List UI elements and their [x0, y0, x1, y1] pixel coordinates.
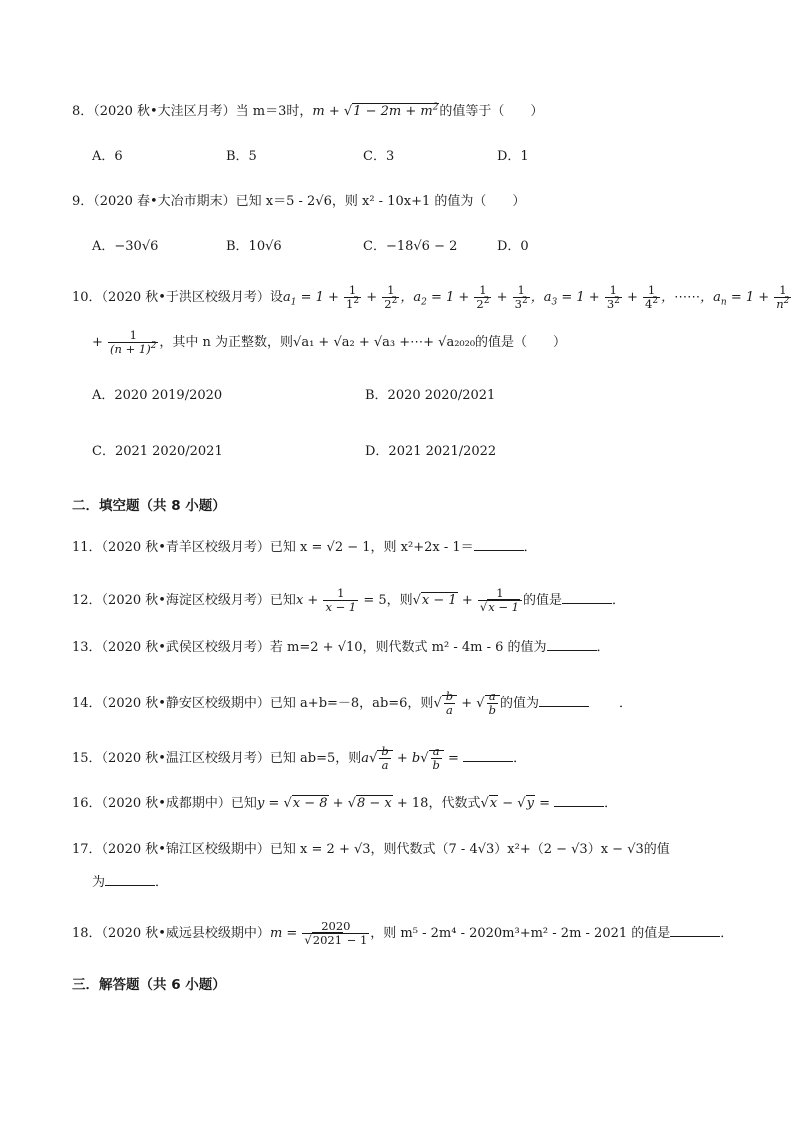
question-12-end: ．	[611, 593, 625, 608]
question-10	[72, 283, 790, 311]
question-8-formula: $m + √1 - 2m + m^2$	[312, 102, 439, 119]
question-11-end: ．	[523, 540, 537, 555]
question-8-prefix: 8．（2020 秋•大洼区月考）当 m＝3时，	[72, 104, 313, 119]
question-10-line2-text: ，其中 n 为正整数，则√a₁ + √a₂ + √a₃ +⋯+ √a₂₀₂₀的值是（ ）	[159, 335, 567, 350]
question-13-end: ．	[596, 640, 610, 655]
question-15-end: ．	[513, 751, 527, 766]
option-10b: B．2020 2020/2021	[365, 388, 496, 403]
question-14	[72, 690, 754, 717]
question-15	[72, 745, 754, 772]
question-14-prefix: 14．（2020 秋•静安区校级期中）已知 a+b=－8，ab=6，则	[72, 696, 434, 711]
question-9: 9．（2020 春•大冶市期末）已知 x＝5 - 2√6，则 x² - 10x+1 的值为（ ）	[72, 194, 526, 209]
question-16-prefix: 16．（2020 秋•成都期中）已知	[72, 796, 257, 811]
question-16-mid: ，代数式	[428, 796, 481, 811]
answer-blank	[670, 924, 720, 937]
answer-blank	[562, 591, 612, 604]
option-9b: B．10√6	[226, 239, 282, 254]
question-10-sequence: $a_1 = 1$ + $\frac{1}{1^2}$ + $\frac{1}{2^2}$ ，$a_2 = 1$ + $\frac{1}{2^2}$ + $\frac{1}{3^2}$ ，$a_3 = 1$ + $\frac{1}{3^2}$ + $\frac{1}{4^2}$ ，⋯⋯，$a_n = 1$ + $\frac{1}{n^2}$	[282, 283, 790, 311]
answer-blank	[105, 873, 155, 886]
question-16-expr: √x − √y =	[480, 796, 550, 811]
question-17: 17．（2020 秋•锦江区校级期中）已知 x = 2 + √3，则代数式（7 - 4√3）x²+（2 − √3）x − √3的值	[72, 842, 670, 857]
question-10-prefix: 10．（2020 秋•于洪区校级月考）设	[72, 290, 283, 305]
answer-blank	[474, 538, 524, 551]
section-heading-fill: 二．填空题（共 8 小题）	[72, 498, 226, 514]
question-11	[72, 538, 754, 557]
question-12-expr: x + $\frac{1}{x - 1}$	[295, 586, 357, 614]
option-10c: C．2021 2020/2021	[92, 444, 223, 459]
question-15-formula: a√ $\frac{b}{a}$ + b√ $\frac{a}{b}$ =	[361, 744, 459, 772]
question-14-formula: √ $\frac{b}{a}$ + √ $\frac{a}{b}$	[433, 696, 500, 711]
question-14-suffix: 的值为	[499, 696, 539, 711]
option-10d: D．2021 2021/2022	[365, 444, 497, 459]
answer-blank	[547, 638, 597, 651]
option-10a: A．2020 2019/2020	[92, 388, 223, 403]
option-8b: B．5	[226, 149, 257, 164]
question-8	[72, 103, 754, 121]
option-9c: C．−18√6 − 2	[363, 239, 458, 254]
question-18-end: ．	[720, 926, 734, 941]
question-15-prefix: 15．（2020 秋•温江区校级月考）已知 ab=5，则	[72, 751, 362, 766]
option-8d: D．1	[497, 149, 529, 164]
question-18	[72, 920, 754, 947]
option-8c: C．3	[363, 149, 395, 164]
question-12-prefix: 12．（2020 秋•海淀区校级月考）已知	[72, 593, 296, 608]
question-12-formula: √x − 1 + $\frac{1}{√x - 1}$	[413, 593, 523, 608]
question-16-end: ．	[604, 796, 618, 811]
question-13-text: 13．（2020 秋•武侯区校级月考）若 m=2 + √10，则代数式 m² - 4m - 6 的值为	[72, 640, 547, 655]
question-17-line2	[92, 873, 754, 892]
question-10-term: + $\frac{1}{(n + 1)^2}$	[92, 328, 157, 356]
question-12	[72, 587, 754, 614]
option-9a: A．−30√6	[92, 239, 159, 254]
question-14-end: ．	[618, 696, 632, 711]
question-16	[72, 794, 754, 813]
answer-blank	[539, 694, 589, 707]
question-17-line2-text: 为	[92, 875, 106, 890]
section-heading-answer: 三．解答题（共 6 小题）	[72, 977, 226, 993]
question-8-suffix: 的值等于（ ）	[439, 104, 544, 119]
answer-blank	[463, 749, 513, 762]
option-8a: A．6	[92, 149, 123, 164]
question-13	[72, 638, 754, 657]
question-16-formula: y = √x − 8 + √8 − x + 18	[256, 796, 429, 811]
option-9d: D．0	[497, 239, 529, 254]
question-18-mid: ，则 m⁵ - 2m⁴ - 2020m³+m² - 2m - 2021 的值是	[370, 926, 671, 941]
question-10-line2	[92, 329, 754, 356]
answer-blank	[554, 794, 604, 807]
question-12-mid: = 5，则	[359, 593, 413, 608]
question-18-formula: m = $\frac{2020}{√2021 - 1}$	[269, 919, 368, 947]
question-12-suffix: 的值是	[522, 593, 562, 608]
question-18-prefix: 18．（2020 秋•威远县校级期中）	[72, 926, 270, 941]
question-11-text: 11．（2020 秋•青羊区校级月考）已知 x = √2 − 1，则 x²+2x - 1＝	[72, 540, 474, 555]
question-17-end: ．	[155, 875, 169, 890]
